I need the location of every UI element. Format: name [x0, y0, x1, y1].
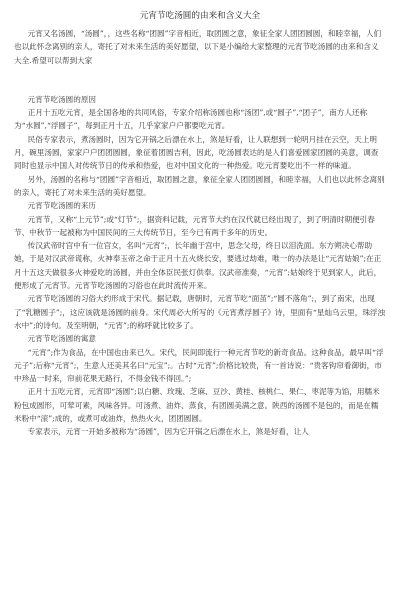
paragraph: “元宵”;作为食品，在中国也由来已久。宋代，民间即流行一种元宵节吃的新奇食品。这种食品，最早叫“浮元子”;后称“元宵”;，生意人还美其名曰“元宝”;。古时“元宵”;价格比较贵，有一首诗说：“贵客钩帘看御街，市中珍品一时来，帘前花果无路行，不得金钱不得回。”;	[14, 347, 384, 384]
intro-paragraph: 元宵又名汤圆，“汤圆”，，这些名称“团圆”字音相近，取团圆之意，象征全家人团团圆圆，和睦幸福，人们也以此怀念离别的亲人，寄托了对未来生活的美好愿望，以下是小编给大家整理的元宵节吃汤圆的由来和含义大全.希望可以帮到大家	[14, 29, 382, 65]
paragraph: 民俗专家表示，煮汤圆时，因为它开锅之后漂在水上，煞是好看，让人联想到一轮明月挂在云空，天上明月，碗里汤圆，家家户户团团圆圆，象征着团圆吉利，因此，吃汤圆表达的是人们喜爱圆家团圆的美意，调查同时也显示中国人对传统节日的传承和热爱，也对中国文化的一种热爱。吃元宵要吃出不一样的味道。	[14, 134, 379, 171]
document-title: 元宵节吃汤圆的由来和含义大全	[139, 11, 261, 21]
paragraph: 另外，汤圆的名称与“团圆”字音相近，取团圆之意，象征全家人团团圆圆，和睦幸福，人们也以此怀念离别的亲人，寄托了对未来生活的美好愿望。	[14, 174, 385, 197]
paragraph: 传汉武帝时宫中有一位宫女，名叫“元宵”;，长年幽于宫中，思念父母，终日以泪洗面。东方朔决心帮助她，于是对汉武帝谎称，火神奉玉帝之命于正月十五火烧长安，要逃过劫难，唯一的办法是让“元宵姑娘”;在正月十五这天做很多火神爱吃的汤圆，并由全体臣民张灯供奉。汉武帝准奏，“元宵”;姑娘终于见到家人，此后，便形成了元宵节。元宵节吃汤圆的习俗也在此时流传开来。	[14, 241, 382, 291]
paragraph: 正月十五吃元宵，是全国各地的共同风俗，专家介绍称汤圆也称“汤团”,或“圆子”,“团子”，南方人还称为“水圆”,“浮圆子”，每到正月十五，几乎家家户户都要吃元宵。	[14, 108, 368, 131]
section-heading-meaning: 元宵节吃汤圆的寓意	[27, 334, 97, 344]
paragraph: 专家表示，元宵一开始多被称为“汤圆”，因为它开锅之后漂在水上，煞是好看，让人	[27, 427, 309, 437]
spacer	[14, 67, 386, 93]
section-heading-origin: 元宵节吃汤圆的来历	[27, 201, 97, 211]
paragraph: 元宵节，又称“上元节”;或“灯节”;，据资料记载，元宵节大约在汉代就已经出现了，到了明清时期便引春节、中秋节一起被称为中国民间的三大传统节日，至今已有两千多年的历史。	[14, 214, 375, 237]
paragraph: 元宵节吃汤圆的习俗大约形成于宋代。据记载，唐朝时，元宵节吃“面茧”;“圆不落角”;，到了南宋，出现了“乳糖圆子”;，这应该就是汤圆的前身。宋代周必大所写的《元宵煮浮圆子》诗，里面有“星灿乌云里，珠浮浊水中”;的诗句。及至明朝，“元宵”;的称呼就比较多了。	[14, 294, 386, 330]
section-heading-reason: 元宵节吃汤圆的原因	[27, 94, 97, 104]
paragraph: 正月十五吃元宵，元宵即“汤圆”;以白糖、玫瑰、芝麻、豆沙、黄桂、核桃仁、果仁、枣泥等为馅，用糯米粉包成圆形，可荤可素，风味各异。可汤煮、油炸、蒸食，有团圆美满之意。陕西的汤圆不是包的，而是在糯米粉中“滚”;成的，或煮可或油炸，热热火火，团团圆圆。	[14, 387, 380, 424]
